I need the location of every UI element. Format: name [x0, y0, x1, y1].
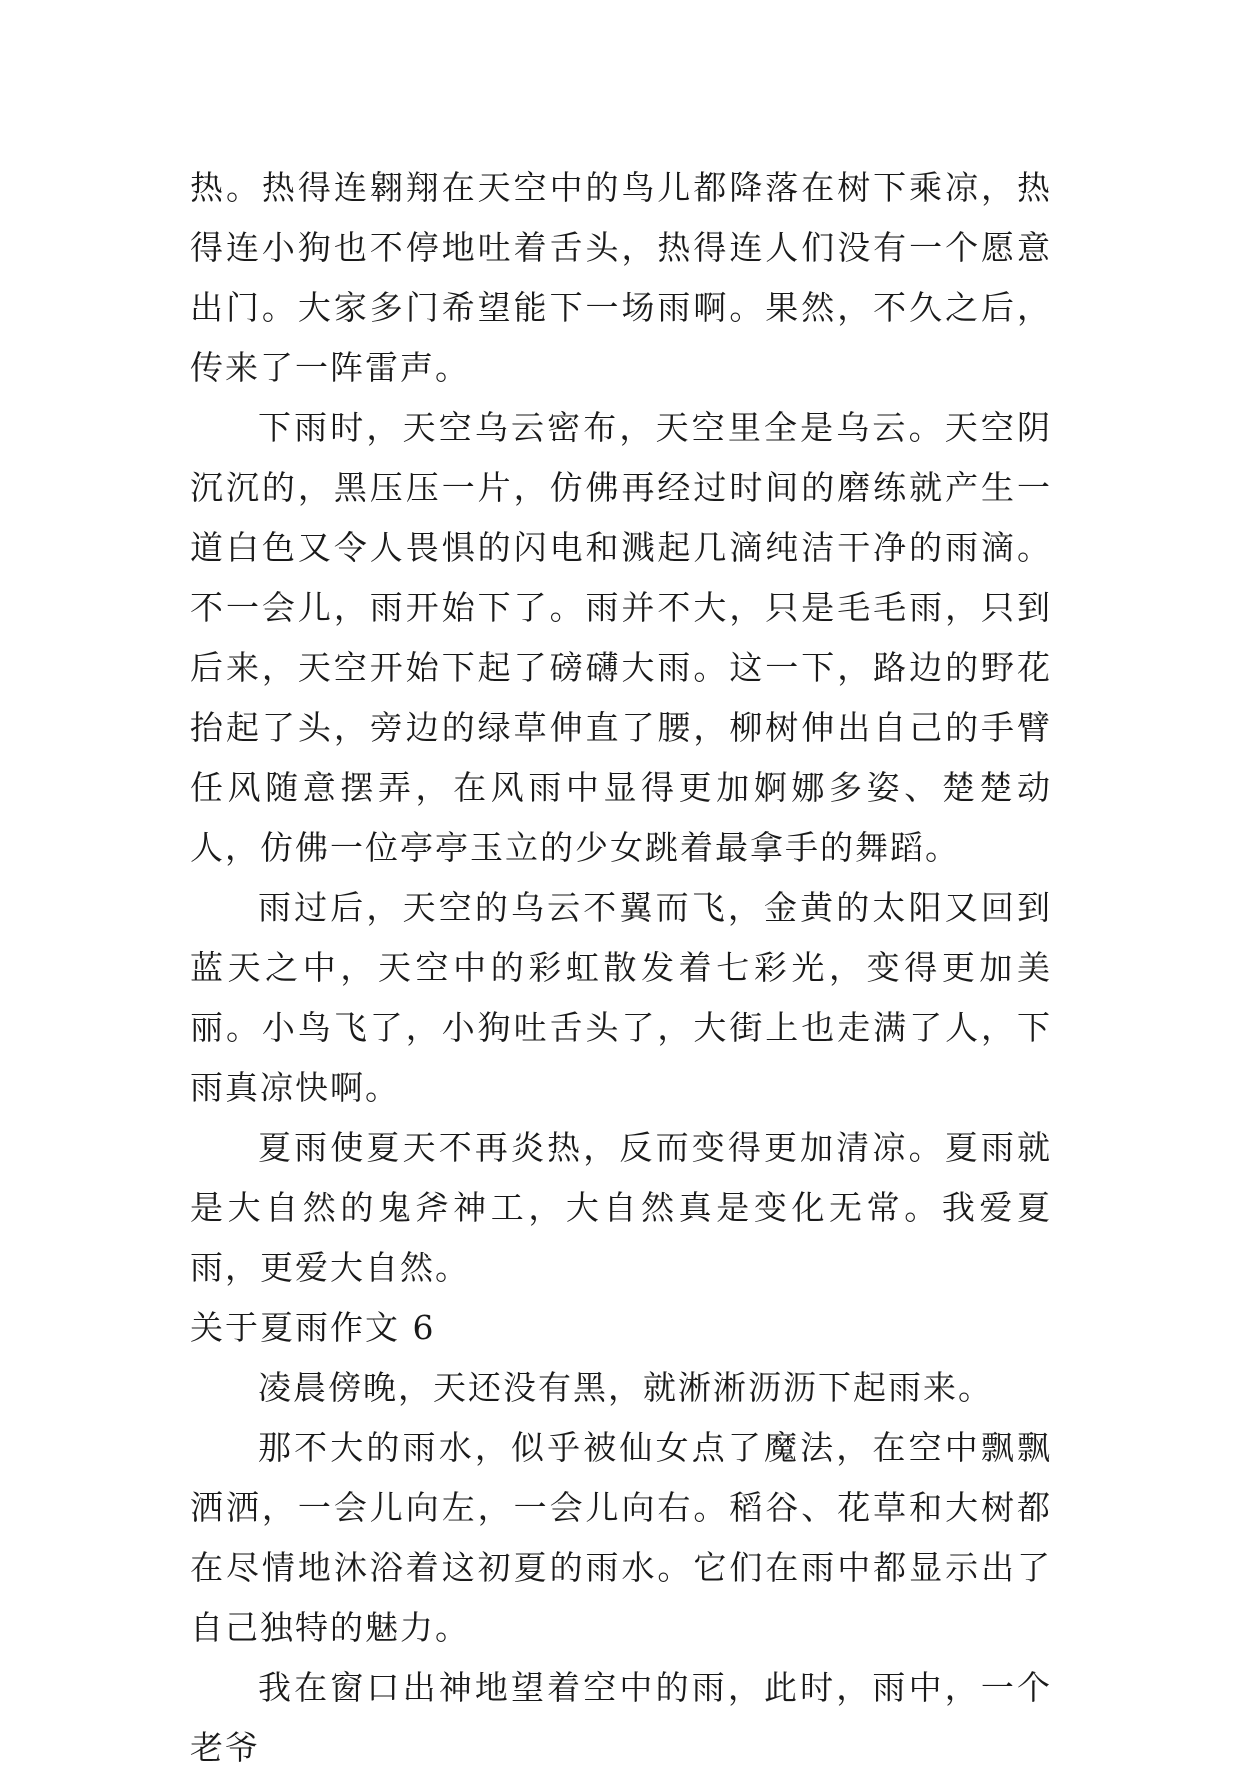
- paragraph-rain-falling: 下雨时，天空乌云密布，天空里全是乌云。天空阴沉沉的，黑压压一片，仿佛再经过时间的磨练就产生一道白色又令人畏惧的闪电和溅起几滴纯洁干净的雨滴。不一会儿，雨开始下了。雨并不大，只是毛毛雨，只到后来，天空开始下起了磅礴大雨。这一下，路边的野花抬起了头，旁边的绿草伸直了腰，柳树伸出自己的手臂任风随意摆弄，在风雨中显得更加婀娜多姿、楚楚动人，仿佛一位亭亭玉立的少女跳着最拿手的舞蹈。: [190, 408, 1052, 867]
- paragraph-evening-rain: 凌晨傍晚，天还没有黑，就淅淅沥沥下起雨来。: [258, 1368, 993, 1407]
- paragraph-rain-magic: 那不大的雨水，似乎被仙女点了魔法，在空中飘飘洒洒，一会儿向左，一会儿向右。稻谷、花草和大树都在尽情地沐浴着这初夏的雨水。它们在雨中都显示出了自己独特的魅力。: [190, 1428, 1052, 1647]
- document-page: [190, 158, 1052, 1778]
- paragraph-after-rain: 雨过后，天空的乌云不翼而飞，金黄的太阳又回到蓝天之中，天空中的彩虹散发着七彩光，变得更加美丽。小鸟飞了，小狗吐舌头了，大街上也走满了人，下雨真凉快啊。: [190, 888, 1052, 1107]
- paragraph-window: 我在窗口出神地望着空中的雨，此时，雨中，一个老爷: [190, 1668, 1052, 1767]
- section-title: 关于夏雨作文 6: [190, 1308, 436, 1347]
- paragraph-conclusion: 夏雨使夏天不再炎热，反而变得更加清凉。夏雨就是大自然的鬼斧神工，大自然真是变化无常。我爱夏雨，更爱大自然。: [190, 1128, 1052, 1287]
- paragraph-continued: 热。热得连翱翔在天空中的鸟儿都降落在树下乘凉，热得连小狗也不停地吐着舌头，热得连人们没有一个愿意出门。大家多门希望能下一场雨啊。果然，不久之后，传来了一阵雷声。: [190, 168, 1052, 387]
